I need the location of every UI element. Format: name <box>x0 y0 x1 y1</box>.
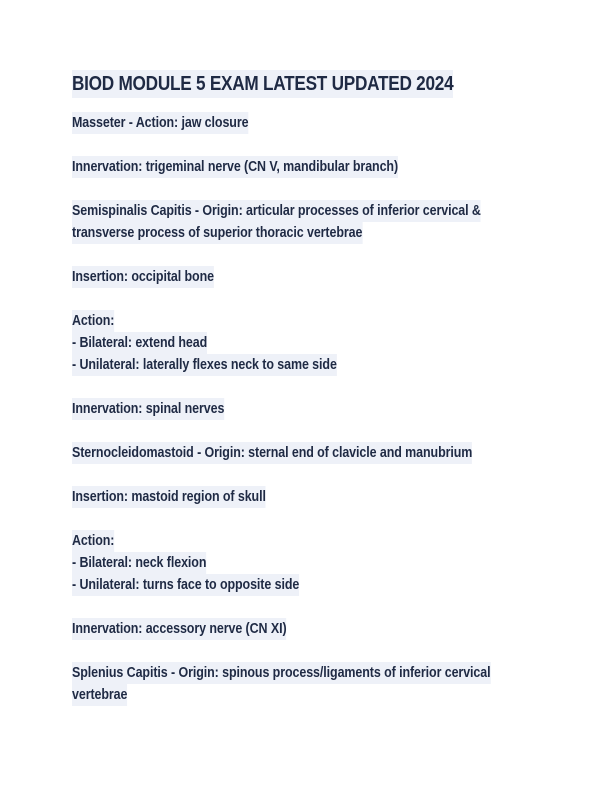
paragraph-semispinalis-origin <box>72 200 542 244</box>
paragraph-sternocleidomastoid-origin <box>72 442 542 464</box>
text-line: Splenius Capitis - Origin: spinous process/ligaments of inferior cervical <box>72 662 490 684</box>
text-line: - Unilateral: laterally flexes neck to same side <box>72 354 337 376</box>
paragraph-sternocleidomastoid-insertion <box>72 486 542 508</box>
title-row <box>72 70 542 112</box>
text-line: Sternocleidomastoid - Origin: sternal end of clavicle and manubrium <box>72 442 472 464</box>
text-line: Action: <box>72 530 114 552</box>
paragraph-semispinalis-insertion <box>72 266 542 288</box>
text-line: vertebrae <box>72 684 127 706</box>
text-line: Action: <box>72 310 114 332</box>
paragraph-splenius-origin <box>72 662 542 706</box>
paragraph-masseter-innervation <box>72 156 542 178</box>
paragraph-masseter-action <box>72 112 542 134</box>
text-line: Innervation: accessory nerve (CN XI) <box>72 618 287 640</box>
page-title: BIOD MODULE 5 EXAM LATEST UPDATED 2024 <box>72 70 453 98</box>
paragraph-sternocleidomastoid-innervation <box>72 618 542 640</box>
text-line: Masseter - Action: jaw closure <box>72 112 248 134</box>
text-line: - Unilateral: turns face to opposite side <box>72 574 299 596</box>
text-line: transverse process of superior thoracic vertebrae <box>72 222 362 244</box>
text-line: - Bilateral: neck flexion <box>72 552 206 574</box>
paragraph-semispinalis-action <box>72 310 542 376</box>
paragraph-sternocleidomastoid-action <box>72 530 542 596</box>
text-line: Semispinalis Capitis - Origin: articular processes of inferior cervical & <box>72 200 481 222</box>
text-line: Innervation: trigeminal nerve (CN V, mandibular branch) <box>72 156 398 178</box>
text-line: Insertion: mastoid region of skull <box>72 486 266 508</box>
text-line: Innervation: spinal nerves <box>72 398 224 420</box>
document-page <box>72 70 542 728</box>
text-line: - Bilateral: extend head <box>72 332 207 354</box>
paragraph-semispinalis-innervation <box>72 398 542 420</box>
text-line: Insertion: occipital bone <box>72 266 214 288</box>
